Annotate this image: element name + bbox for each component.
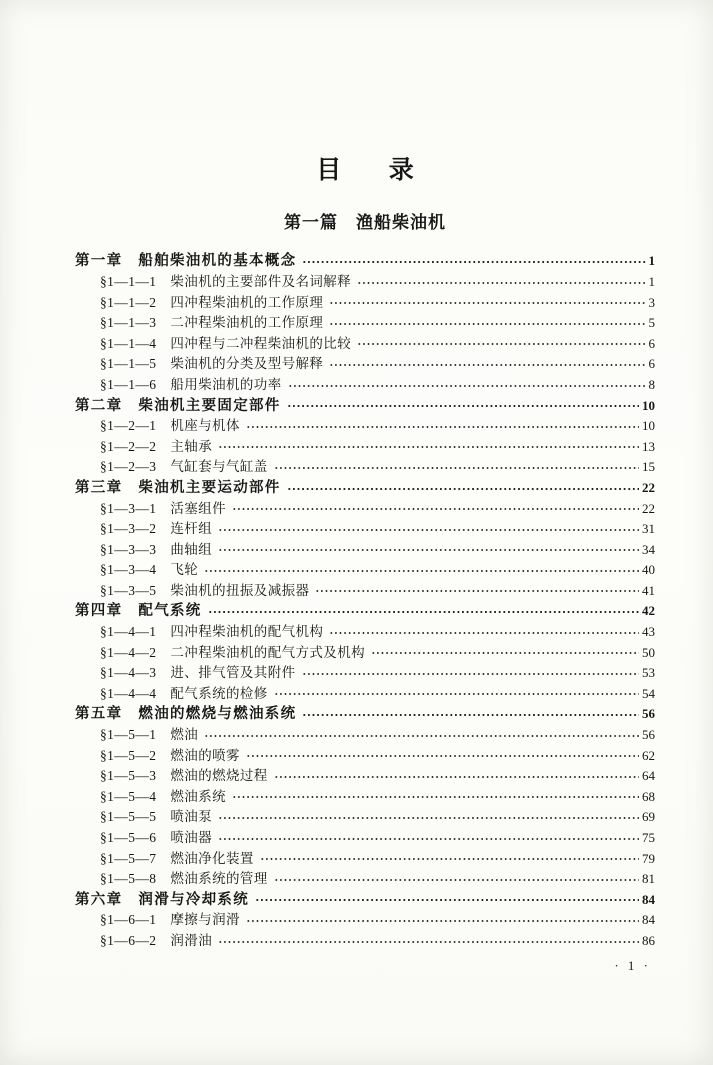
toc-entry-label: §1—3—1 bbox=[100, 500, 157, 516]
toc-row bbox=[75, 599, 655, 620]
toc-row bbox=[75, 373, 655, 394]
dot-leader bbox=[245, 751, 639, 761]
toc-entry-page: 64 bbox=[642, 768, 655, 784]
toc-row bbox=[75, 620, 655, 641]
toc-entry-title: 飞轮 bbox=[170, 562, 199, 578]
toc-entry-label: §1—2—1 bbox=[100, 418, 157, 434]
toc-row bbox=[75, 352, 655, 373]
part-heading: 第一篇 渔船柴油机 bbox=[284, 213, 446, 232]
toc-entry-label: §1—4—3 bbox=[100, 665, 157, 681]
toc-entry-page: 43 bbox=[642, 624, 655, 640]
dot-leader bbox=[203, 730, 639, 740]
dot-leader bbox=[231, 504, 639, 514]
toc-entry-page: 6 bbox=[648, 335, 655, 351]
toc-entry-page: 10 bbox=[642, 397, 655, 413]
toc-entry-page: 53 bbox=[642, 665, 655, 681]
toc-entry-page: 3 bbox=[648, 294, 655, 310]
toc-entry-label: §1—3—3 bbox=[100, 541, 157, 557]
toc-entry-label: 第二章 bbox=[75, 397, 123, 414]
toc-entry-page: 54 bbox=[642, 685, 655, 701]
toc-entry-page: 56 bbox=[642, 706, 655, 722]
dot-leader bbox=[245, 916, 639, 926]
toc-entry-title: 柴油机的主要部件及名词解释 bbox=[170, 273, 352, 289]
dot-leader bbox=[328, 318, 645, 328]
toc-entry-title: 连杆组 bbox=[170, 521, 213, 537]
toc-entry-label: §1—4—4 bbox=[100, 685, 157, 701]
toc-entry-page: 42 bbox=[642, 603, 655, 619]
toc-entry-title: 曲轴组 bbox=[170, 541, 213, 557]
toc-entry-page: 79 bbox=[642, 850, 655, 866]
toc-entry-title: 喷油器 bbox=[170, 830, 213, 846]
toc-row bbox=[75, 847, 655, 868]
toc-entry-title: 燃油的喷雾 bbox=[170, 747, 240, 763]
toc-entry-title: 柴油机主要固定部件 bbox=[138, 397, 281, 414]
toc-entry-title: 四冲程与二冲程柴油机的比较 bbox=[170, 335, 352, 351]
toc-entry-page: 8 bbox=[648, 376, 655, 392]
toc-entry-page: 68 bbox=[642, 788, 655, 804]
dot-leader bbox=[286, 401, 639, 411]
toc-entry-label: §1—2—3 bbox=[100, 459, 157, 475]
toc-entry-title: 柴油机的扭振及减振器 bbox=[170, 582, 310, 598]
toc-entry-label: §1—1—6 bbox=[100, 376, 157, 392]
toc-entry-page: 69 bbox=[642, 809, 655, 825]
dot-leader bbox=[328, 298, 645, 308]
toc-entry-title: 喷油泵 bbox=[170, 809, 213, 825]
toc-entry-title: 柴油机的分类及型号解释 bbox=[170, 356, 324, 372]
dot-leader bbox=[217, 545, 639, 555]
toc-entry-page: 5 bbox=[648, 315, 655, 331]
toc-entry-title: 进、排气管及其附件 bbox=[170, 665, 296, 681]
toc-row bbox=[75, 641, 655, 662]
toc-entry-label: §1—1—3 bbox=[100, 315, 157, 331]
toc-entry-page: 10 bbox=[642, 418, 655, 434]
dot-leader bbox=[273, 689, 639, 699]
dot-leader bbox=[273, 875, 639, 885]
dot-leader bbox=[356, 277, 645, 287]
toc-entry-title: 二冲程柴油机的工作原理 bbox=[170, 315, 324, 331]
page-title: 目 录 bbox=[316, 157, 425, 184]
toc-entry-title: 气缸套与气缸盖 bbox=[170, 459, 268, 475]
toc-row bbox=[75, 332, 655, 353]
dot-leader bbox=[259, 854, 639, 864]
toc-entry-title: 燃油系统的管理 bbox=[170, 871, 268, 887]
toc-entry-label: §1—3—2 bbox=[100, 521, 157, 537]
dot-leader bbox=[217, 813, 639, 823]
toc-row bbox=[75, 908, 655, 929]
toc-entry-label: §1—6—1 bbox=[100, 912, 157, 928]
dot-leader bbox=[314, 586, 639, 596]
toc-entry-title: 二冲程柴油机的配气方式及机构 bbox=[170, 644, 366, 660]
toc-entry-page: 50 bbox=[642, 644, 655, 660]
toc-row bbox=[75, 682, 655, 703]
dot-leader bbox=[217, 442, 639, 452]
toc-entry-page: 13 bbox=[642, 438, 655, 454]
toc-entry-label: 第三章 bbox=[75, 479, 123, 496]
toc-entry-label: 第六章 bbox=[75, 891, 123, 908]
toc-row bbox=[75, 455, 655, 476]
dot-leader bbox=[301, 669, 639, 679]
toc-entry-title: 船用柴油机的功率 bbox=[170, 376, 282, 392]
toc-entry-label: §1—6—2 bbox=[100, 932, 157, 948]
toc-entry-page: 84 bbox=[642, 891, 655, 907]
dot-leader bbox=[356, 339, 645, 349]
toc-row bbox=[75, 661, 655, 682]
toc-row bbox=[75, 744, 655, 765]
toc-entry-label: §1—5—5 bbox=[100, 809, 157, 825]
dot-leader bbox=[245, 421, 639, 431]
dot-leader bbox=[301, 710, 639, 720]
toc-entry-label: §1—1—2 bbox=[100, 294, 157, 310]
toc-entry-label: 第五章 bbox=[75, 706, 123, 723]
toc-row bbox=[75, 929, 655, 950]
toc-row bbox=[75, 497, 655, 518]
toc-entry-page: 84 bbox=[642, 912, 655, 928]
toc-entry-page: 56 bbox=[642, 727, 655, 743]
dot-leader bbox=[273, 772, 639, 782]
footer-page-number: · 1 · bbox=[614, 958, 651, 973]
toc-row bbox=[75, 249, 655, 270]
toc-row bbox=[75, 888, 655, 909]
toc-entry-label: §1—5—8 bbox=[100, 871, 157, 887]
toc-entry-page: 6 bbox=[648, 356, 655, 372]
dot-leader bbox=[328, 360, 645, 370]
toc-entry-title: 主轴承 bbox=[170, 438, 213, 454]
toc-row bbox=[75, 785, 655, 806]
toc-entry-page: 15 bbox=[642, 459, 655, 475]
dot-leader bbox=[254, 895, 639, 905]
toc-row bbox=[75, 476, 655, 497]
toc-entry-page: 1 bbox=[648, 253, 655, 269]
toc-row bbox=[75, 394, 655, 415]
toc-entry-title: 燃油的燃烧过程 bbox=[170, 768, 268, 784]
toc-entry-title: 配气系统的检修 bbox=[170, 685, 268, 701]
dot-leader bbox=[301, 257, 645, 267]
toc-entry-label: §1—4—1 bbox=[100, 624, 157, 640]
toc-entry-title: 配气系统 bbox=[138, 603, 202, 620]
dot-leader bbox=[287, 380, 646, 390]
toc-entry-page: 81 bbox=[642, 871, 655, 887]
dot-leader bbox=[217, 833, 639, 843]
toc-entry-page: 62 bbox=[642, 747, 655, 763]
dot-leader bbox=[273, 463, 639, 473]
toc-entry-page: 31 bbox=[642, 521, 655, 537]
toc-row bbox=[75, 558, 655, 579]
toc-entry-title: 燃油净化装置 bbox=[170, 850, 254, 866]
toc-row bbox=[75, 805, 655, 826]
toc-row bbox=[75, 826, 655, 847]
toc-entry-page: 22 bbox=[642, 479, 655, 495]
toc-entry-title: 柴油机主要运动部件 bbox=[138, 479, 281, 496]
toc-row bbox=[75, 723, 655, 744]
toc-entry-title: 燃油系统 bbox=[170, 788, 227, 804]
dot-leader bbox=[286, 483, 639, 493]
toc-entry-page: 22 bbox=[642, 500, 655, 516]
toc-entry-page: 1 bbox=[648, 273, 655, 289]
dot-leader bbox=[207, 607, 639, 617]
dot-leader bbox=[203, 566, 639, 576]
toc-entry-label: §1—5—6 bbox=[100, 830, 157, 846]
toc-entry-label: §1—5—1 bbox=[100, 727, 157, 743]
toc-entry-label: §1—5—4 bbox=[100, 788, 157, 804]
toc-row bbox=[75, 517, 655, 538]
toc-entry-label: §1—5—3 bbox=[100, 768, 157, 784]
toc-entry-title: 润滑油 bbox=[170, 932, 213, 948]
toc-entry-page: 41 bbox=[642, 582, 655, 598]
toc-entry-page: 40 bbox=[642, 562, 655, 578]
dot-leader bbox=[217, 936, 639, 946]
toc-entry-label: 第一章 bbox=[75, 253, 123, 270]
toc-row bbox=[75, 311, 655, 332]
dot-leader bbox=[231, 792, 639, 802]
toc-entry-title: 四冲程柴油机的配气机构 bbox=[170, 624, 324, 640]
toc-entry-label: §1—1—1 bbox=[100, 273, 157, 289]
toc-entry-title: 燃油 bbox=[170, 727, 199, 743]
toc-entry-label: §1—1—5 bbox=[100, 356, 157, 372]
toc-entry-title: 燃油的燃烧与燃油系统 bbox=[138, 706, 297, 723]
toc-entry-label: §1—1—4 bbox=[100, 335, 157, 351]
toc-entry-page: 75 bbox=[642, 830, 655, 846]
toc-entry-title: 机座与机体 bbox=[170, 418, 240, 434]
toc-row bbox=[75, 270, 655, 291]
toc-list bbox=[75, 249, 655, 949]
toc-entry-title: 船舶柴油机的基本概念 bbox=[138, 253, 297, 270]
toc-entry-label: §1—3—5 bbox=[100, 582, 157, 598]
toc-row bbox=[75, 291, 655, 312]
toc-entry-page: 86 bbox=[642, 932, 655, 948]
toc-row bbox=[75, 579, 655, 600]
toc-row bbox=[75, 435, 655, 456]
toc-entry-label: §1—5—7 bbox=[100, 850, 157, 866]
toc-entry-label: §1—4—2 bbox=[100, 644, 157, 660]
toc-entry-title: 活塞组件 bbox=[170, 500, 227, 516]
dot-leader bbox=[328, 627, 639, 637]
toc-entry-label: 第四章 bbox=[75, 603, 123, 620]
toc-row bbox=[75, 414, 655, 435]
toc-entry-page: 34 bbox=[642, 541, 655, 557]
toc-entry-label: §1—3—4 bbox=[100, 562, 157, 578]
toc-row bbox=[75, 702, 655, 723]
toc-row bbox=[75, 764, 655, 785]
toc-entry-label: §1—5—2 bbox=[100, 747, 157, 763]
toc-row bbox=[75, 867, 655, 888]
toc-entry-title: 润滑与冷却系统 bbox=[138, 891, 250, 908]
toc-entry-label: §1—2—2 bbox=[100, 438, 157, 454]
dot-leader bbox=[217, 524, 639, 534]
toc-entry-title: 四冲程柴油机的工作原理 bbox=[170, 294, 324, 310]
toc-entry-title: 摩擦与润滑 bbox=[170, 912, 240, 928]
toc-row bbox=[75, 538, 655, 559]
dot-leader bbox=[370, 648, 639, 658]
